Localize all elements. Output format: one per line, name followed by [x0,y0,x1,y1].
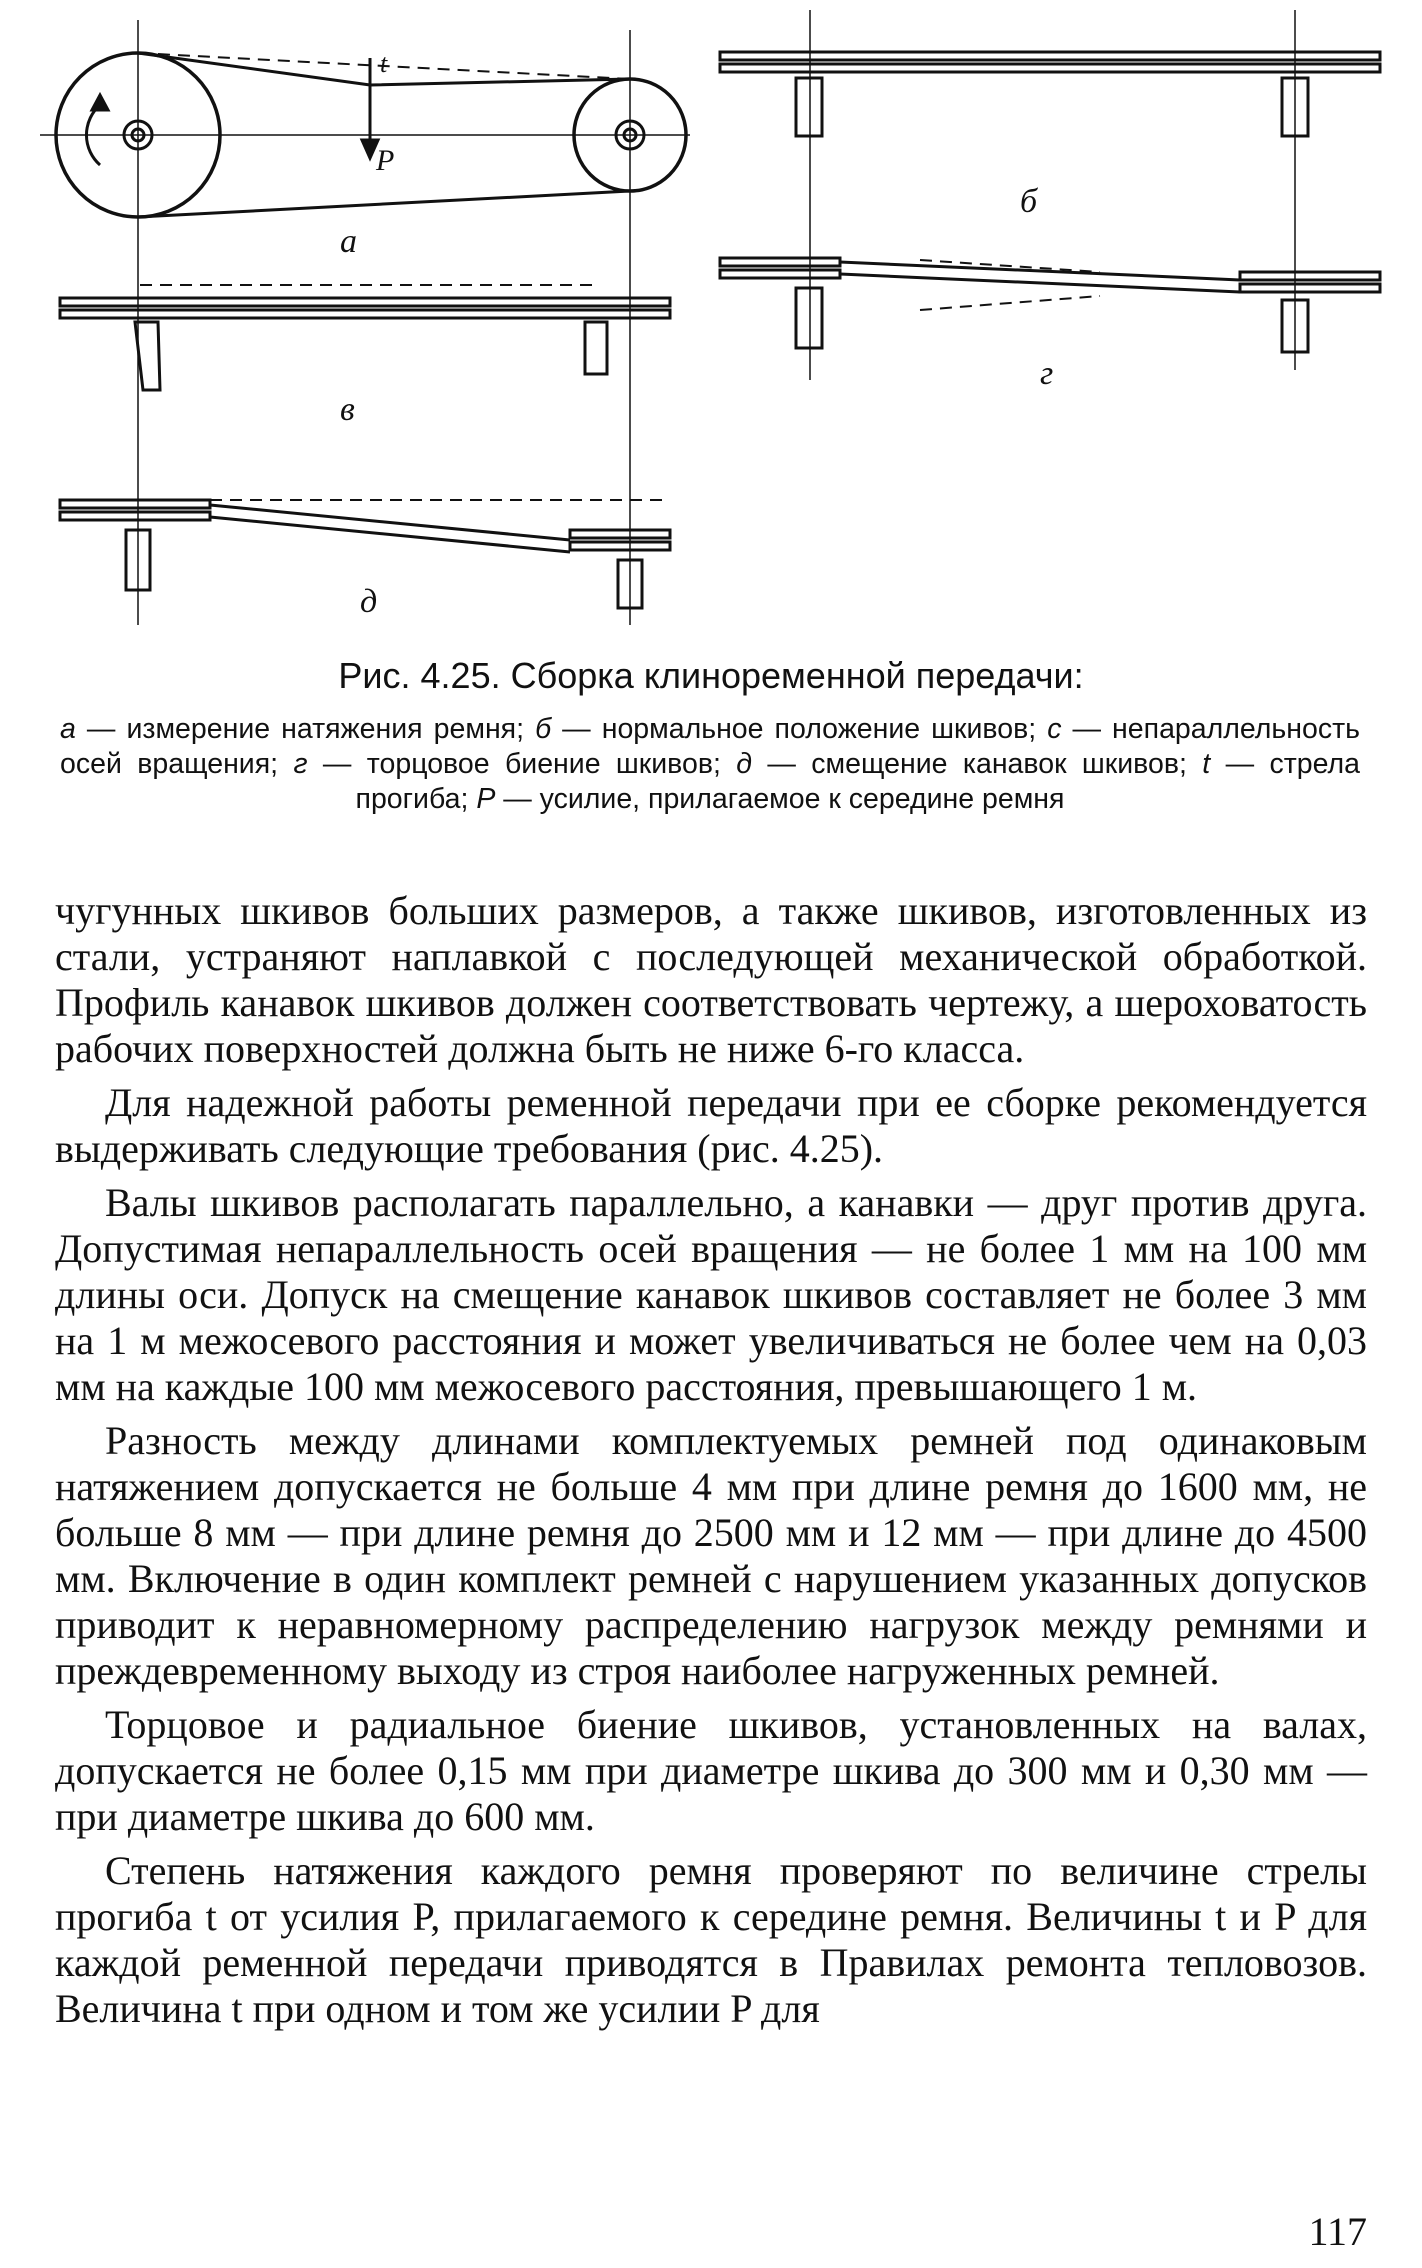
paragraph: Валы шкивов располагать параллельно, а канавки — друг против друга. Допустимая непараллельность осей вращения — не более 1 мм на 100 мм длины оси. Допуск на смещение канавок шкивов составляет не более 3 мм на 1 м межосевого расстояния и может увеличиваться не более чем на 0,03 мм на каждые 100 мм межосевого расстояния, превышающего 1 м. [55,1180,1367,1409]
label-d: д [360,583,378,620]
figure-caption-title: Рис. 4.25. Сборка клиноременной передачи: [338,655,1084,696]
label-c: в [340,391,355,428]
label-P: P [376,144,395,177]
label-a: а [340,223,357,260]
label-b: б [1020,183,1038,220]
figure-caption-legend [60,712,1360,817]
legend-key: д [736,748,753,780]
view-b-normal-position [720,52,1380,136]
belt-drive-figure [40,0,1400,650]
legend-text: — нормальное положение шкивов; [551,713,1048,745]
view-g-face-runout [720,258,1380,352]
label-t: t [380,49,388,78]
legend-key: б [535,713,552,745]
legend-key: t [1202,748,1211,780]
paragraph: Для надежной работы ременной передачи при ее сборке рекомендуется выдерживать следующие требования (рис. 4.25). [55,1080,1367,1171]
legend-key: г [293,748,308,780]
label-g: г [1040,355,1054,392]
paragraph: чугунных шкивов больших размеров, а также шкивов, изготовленных из стали, устраняют наплавкой с последующей механической обработкой. Профиль канавок шкивов должен соответствовать чертежу, а шероховатость рабочих поверхностей должна быть не ниже 6-го класса. [55,888,1367,1071]
paragraph: Разность между длинами комплектуемых ремней под одинаковым натяжением допускается не больше 4 мм при длине ремня до 1600 мм, не больше 8 мм — при длине ремня до 2500 мм и 12 мм — при длине до 4500 мм. Включение в один комплект ремней с нарушением указанных допусков приводит к неравномерному распределению нагрузок между ремнями и преждевременному выходу из строя наиболее нагруженных ремней. [55,1418,1367,1693]
legend-text: — измерение натяжения ремня; [75,713,536,745]
view-c-axis-misalignment [60,285,670,390]
paragraph: Степень натяжения каждого ремня проверяют по величине стрелы прогиба t от усилия P, прилагаемого к середине ремня. Величины t и P для каждой ременной передачи приводятся в Правилах ремонта тепловозов. Величина t при одном и том же усилии P для [55,1848,1367,2031]
legend-key: а [60,713,76,745]
legend-text: — непараллельность осей вращения; [60,713,1361,780]
body-text [55,888,1367,2040]
paragraph: Торцовое и радиальное биение шкивов, установленных на валах, допускается не более 0,15 мм при диаметре шкива до 300 мм и 0,30 мм — при диаметре шкива до 600 мм. [55,1702,1367,1839]
legend-text: — смещение канавок шкивов; [752,748,1203,780]
legend-key: с [1047,713,1062,745]
page-number: 117 [1308,2209,1367,2254]
legend-key: P [476,783,496,815]
legend-text: — усилие, прилагаемое к середине ремня [495,783,1065,815]
legend-text: — стрела прогиба; [355,748,1360,815]
legend-text: — торцовое биение шкивов; [307,748,737,780]
